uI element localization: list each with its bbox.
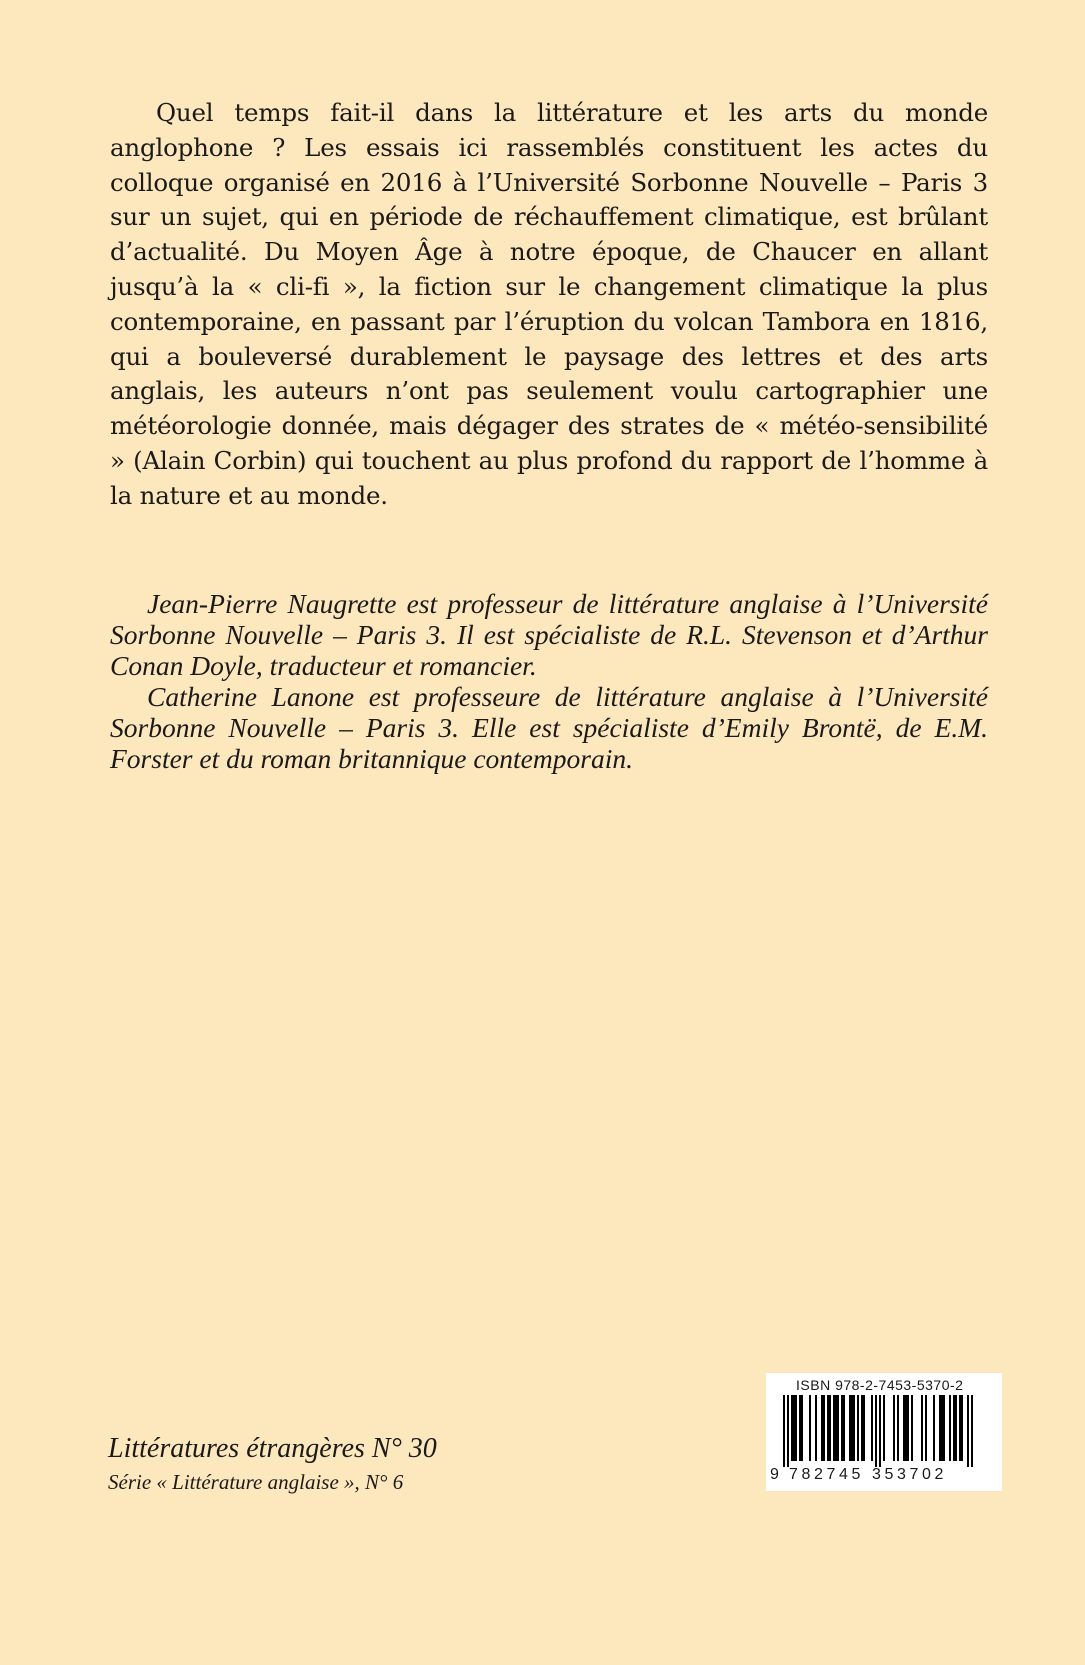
series-info — [108, 1432, 437, 1496]
barcode-bar — [851, 1395, 853, 1461]
barcode-bar — [843, 1395, 845, 1461]
back-cover-blurb: Quel temps fait-il dans la littérature et les arts du monde anglophone ? Les essais ici rassemblés constituent les actes du colloque organisé en 2016 à l’Université Sorbonne Nouvelle – Paris 3 sur un sujet, qui en période de réchauffement climatique, est brûlant d’actualité. Du Moyen Âge à notre époque, de Chaucer en allant jusqu’à la « cli-fi », la fiction sur le changement climatique la plus contemporaine, en passant par l’éruption du volcan Tambora en 1816, qui a bouleversé durablement le paysage des lettres et des arts anglais, les auteurs n’ont pas seulement voulu cartographier une météorologie donnée, mais dégager des strates de « météo-sensibilité » (Alain Corbin) qui touchent au plus profond du rapport de l’homme à la nature et au monde. — [110, 98, 988, 510]
barcode-bar — [897, 1395, 899, 1461]
barcode-guard-bar — [967, 1395, 969, 1467]
barcode-bar — [939, 1395, 941, 1461]
barcode-bar — [833, 1395, 835, 1461]
barcode-bar — [853, 1395, 855, 1461]
barcode-bar — [791, 1395, 793, 1461]
barcode-bar — [903, 1395, 905, 1461]
barcode-bar — [871, 1395, 873, 1461]
barcode-bar — [821, 1395, 823, 1461]
barcode-guard-bar — [879, 1395, 881, 1467]
author-bio-lanone: Catherine Lanone est professeure de littérature anglaise à l’Université Sorbonne Nouvelle – Paris 3. Elle est spécialiste d’Emily Brontë, de E.M. Forster et du roman britannique contemporain. — [110, 681, 988, 774]
barcode-bar — [841, 1395, 843, 1461]
barcode-bar — [961, 1395, 963, 1461]
barcode-bar — [883, 1395, 885, 1461]
barcode-bar — [955, 1395, 957, 1461]
barcode-bar — [949, 1395, 951, 1461]
barcode-guard-bar — [787, 1395, 789, 1467]
barcode-bar — [823, 1395, 825, 1461]
barcode-bar — [953, 1395, 955, 1461]
barcode-bar — [801, 1395, 803, 1461]
barcode-guard-bar — [875, 1395, 877, 1467]
barcode-bar — [959, 1395, 961, 1461]
barcode-guard-bar — [783, 1395, 785, 1467]
barcode-bar — [799, 1395, 801, 1461]
barcode-bar — [793, 1395, 795, 1461]
barcode-bar — [861, 1395, 863, 1461]
barcode-digits: 782745 353702 — [789, 1466, 948, 1483]
barcode-bar — [829, 1395, 831, 1461]
barcode-bar — [795, 1395, 797, 1461]
isbn-barcode — [766, 1373, 1002, 1491]
barcode-bar — [835, 1395, 837, 1461]
barcode-bar — [893, 1395, 895, 1461]
barcode-first-digit: 9 — [770, 1466, 779, 1483]
barcode-bar — [941, 1395, 943, 1461]
series-subtitle: Série « Littérature anglaise », N° 6 — [108, 1470, 404, 1494]
barcode-bar — [827, 1395, 829, 1461]
barcode-bar — [849, 1395, 851, 1461]
barcode-bar — [837, 1395, 839, 1461]
barcode-bar — [905, 1395, 907, 1461]
barcode-bar — [863, 1395, 865, 1461]
barcode-bar — [907, 1395, 909, 1461]
barcode-bar — [921, 1395, 923, 1461]
barcode-guard-bar — [971, 1395, 973, 1467]
barcode-bar — [815, 1395, 817, 1461]
barcode-bar — [911, 1395, 913, 1461]
barcode-bar — [857, 1395, 859, 1461]
series-title: Littératures étrangères N° 30 — [108, 1433, 437, 1464]
barcode-bar — [933, 1395, 935, 1461]
barcode-bar — [809, 1395, 811, 1461]
author-bio-naugrette: Jean-Pierre Naugrette est professeur de littérature anglaise à l’Université Sorbonne Nouvelle – Paris 3. Il est spécialiste de R.L. Stevenson et d’Arthur Conan Doyle, traducteur et romancier. — [110, 588, 988, 681]
barcode-bars-icon — [783, 1395, 993, 1467]
barcode-bar — [925, 1395, 927, 1461]
barcode-bar — [943, 1395, 945, 1461]
author-bios — [110, 588, 988, 774]
isbn-label: ISBN 978-2-7453-5370-2 — [796, 1377, 964, 1393]
